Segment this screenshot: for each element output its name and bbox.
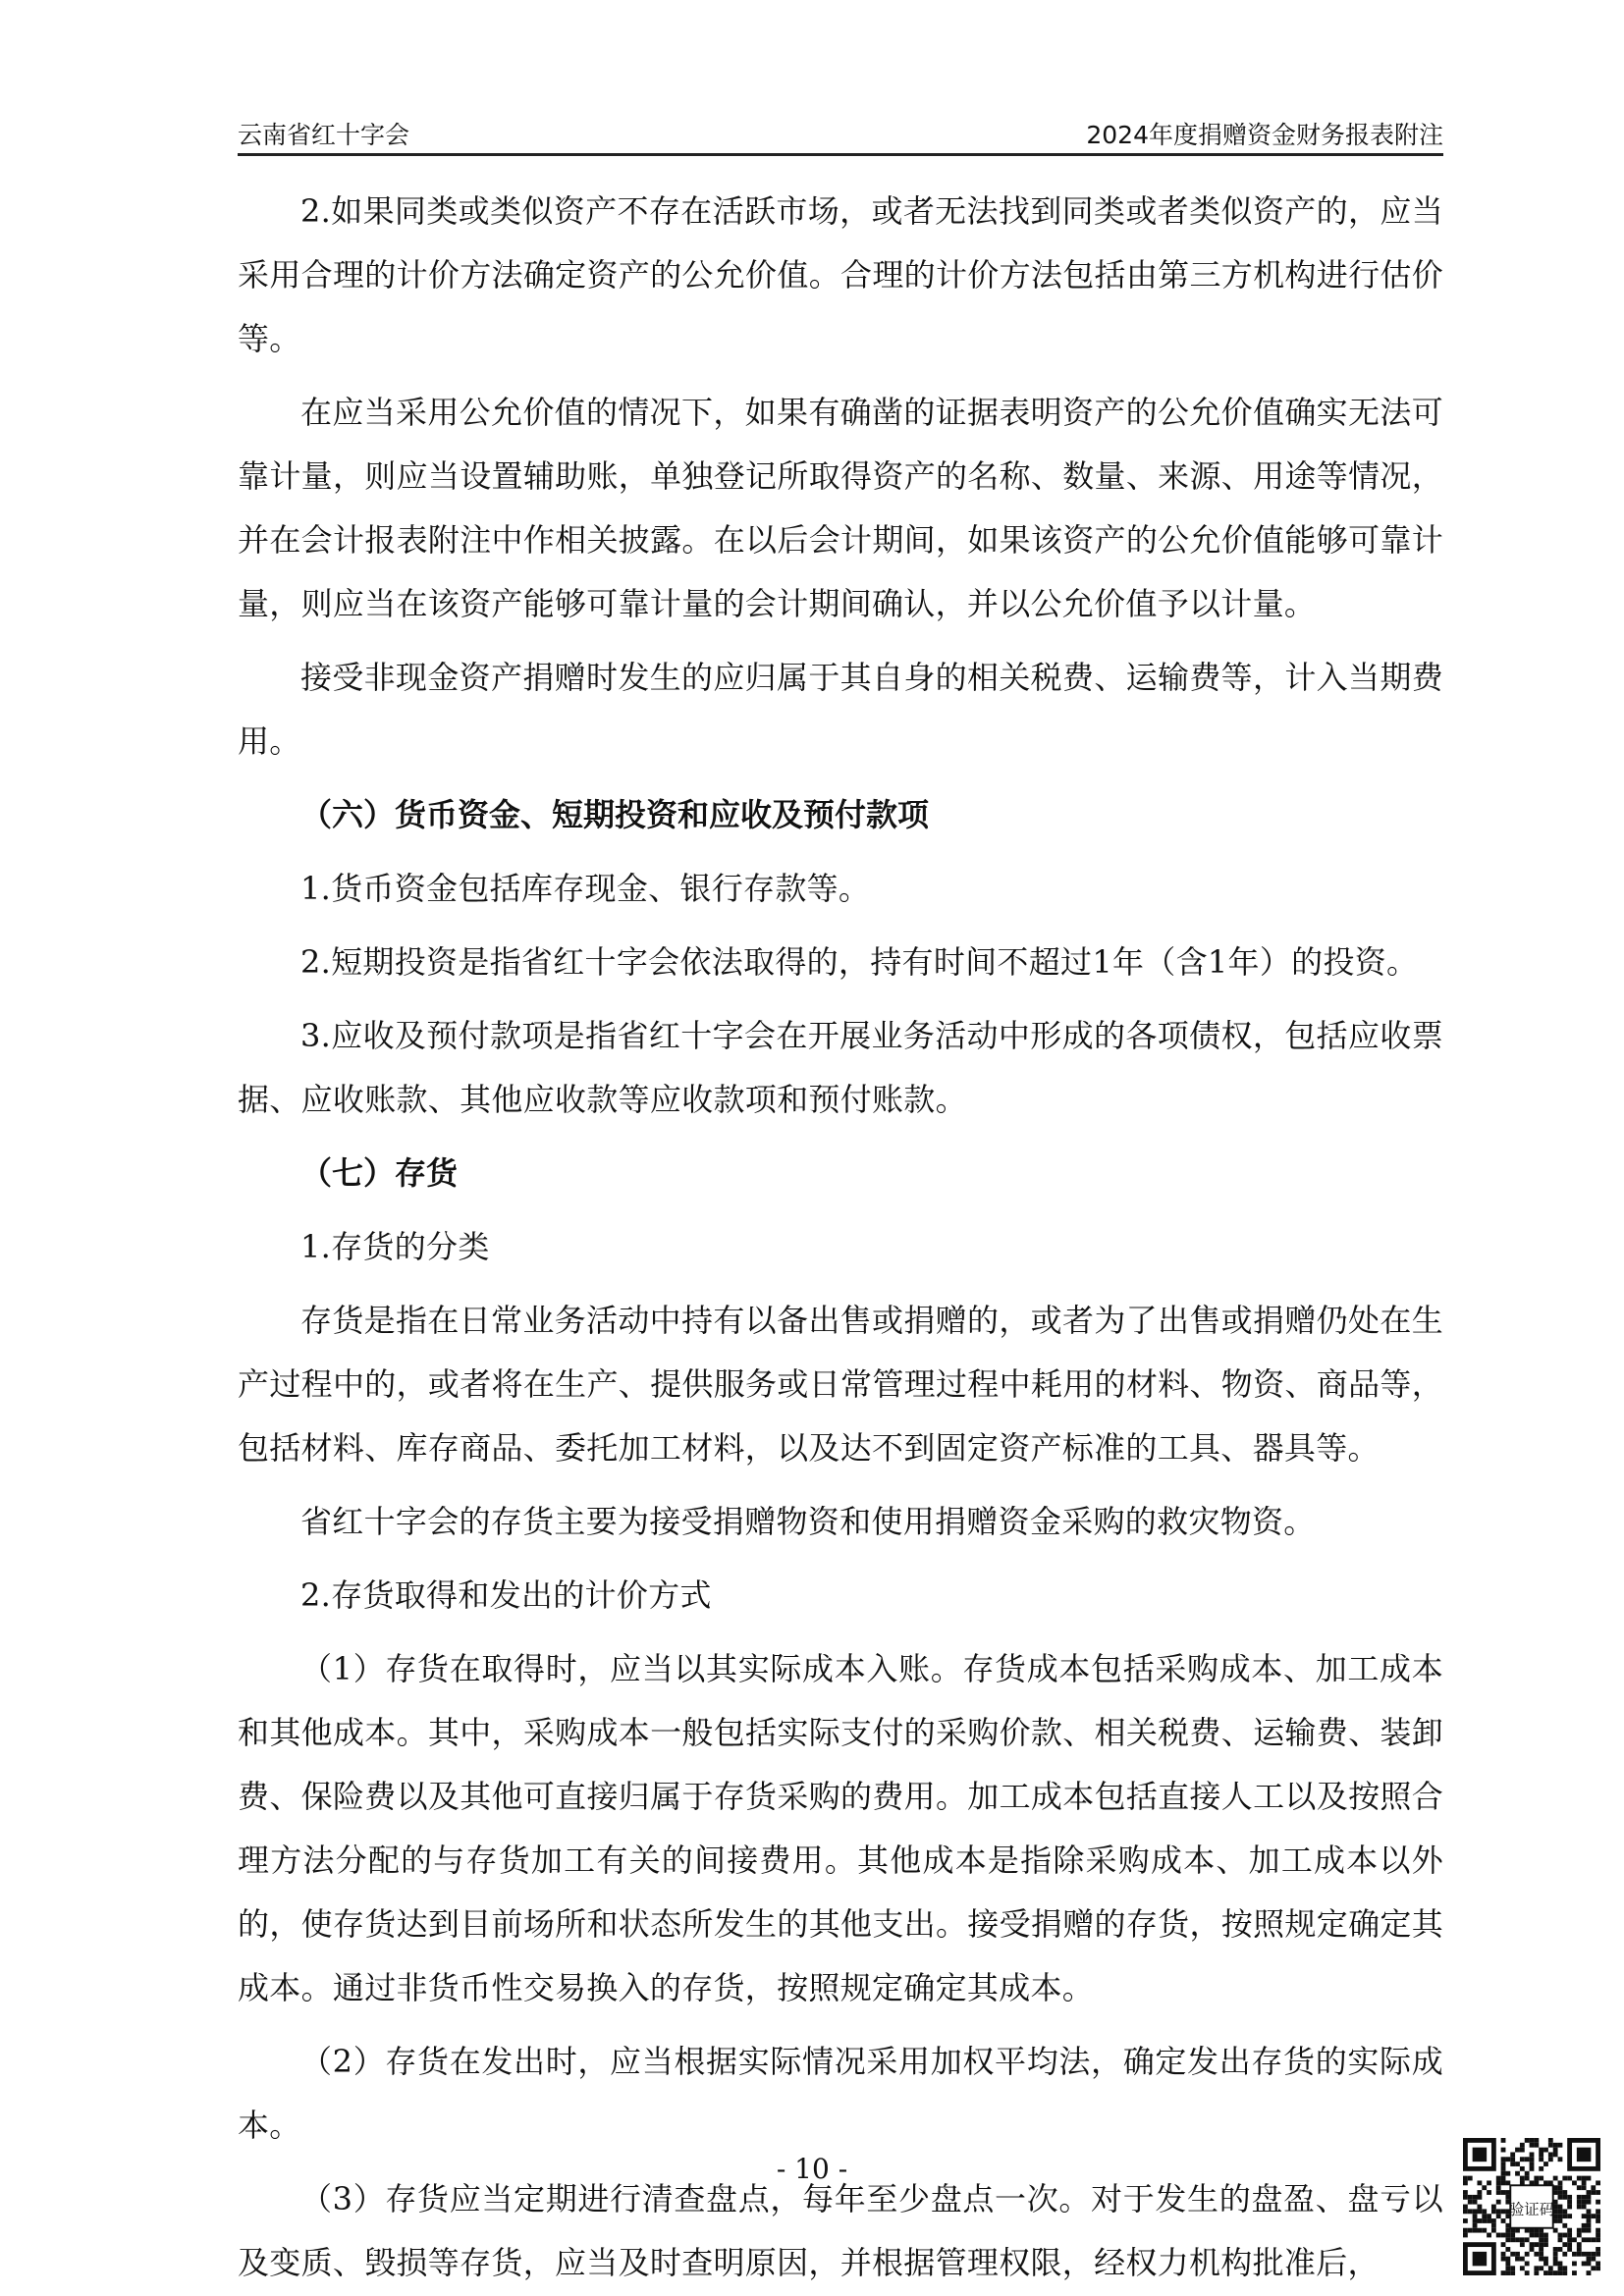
- qr-label: 验证码: [1508, 2201, 1555, 2219]
- page-header: [238, 116, 1443, 156]
- paragraph: 在应当采用公允价值的情况下，如果有确凿的证据表明资产的公允价值确实无法可靠计量，则应当设置辅助账，单独登记所取得资产的名称、数量、来源、用途等情况，并在会计报表附注中作相关披露。在以后会计期间，如果该资产的公允价值能够可靠计量，则应当在该资产能够可靠计量的会计期间确认，并以公允价值予以计量。: [238, 394, 1443, 622]
- paragraph: 接受非现金资产捐赠时发生的应归属于其自身的相关税费、运输费等，计入当期费用。: [238, 659, 1443, 760]
- paragraph: 存货是指在日常业务活动中持有以备出售或捐赠的，或者为了出售或捐赠仍处在生产过程中的，或者将在生产、提供服务或日常管理过程中耗用的材料、物资、商品等，包括材料、库存商品、委托加工材料，以及达不到固定资产标准的工具、器具等。: [238, 1302, 1443, 1467]
- paragraph: 1.货币资金包括库存现金、银行存款等。: [300, 870, 871, 907]
- section-heading-6: （六）货币资金、短期投资和应收及预付款项: [300, 796, 930, 833]
- paragraph: 2.短期投资是指省红十字会依法取得的，持有时间不超过1年（含1年）的投资。: [300, 943, 1419, 981]
- paragraph: （3）存货应当定期进行清查盘点，每年至少盘点一次。对于发生的盘盈、盘亏以及变质、毁损等存货，应当及时查明原因，并根据管理权限，经权力机构批准后，: [238, 2180, 1443, 2281]
- paragraph: 2.存货取得和发出的计价方式: [300, 1576, 712, 1614]
- paragraph: 1.存货的分类: [300, 1228, 490, 1265]
- paragraph: （2）存货在发出时，应当根据实际情况采用加权平均法，确定发出存货的实际成本。: [238, 2043, 1443, 2144]
- document-body: [238, 180, 1443, 2295]
- paragraph: 2.如果同类或类似资产不存在活跃市场，或者无法找到同类或者类似资产的，应当采用合理的计价方法确定资产的公允价值。合理的计价方法包括由第三方机构进行估价等。: [238, 192, 1443, 357]
- verification-qr-code: [1463, 2138, 1600, 2275]
- section-heading-7: （七）存货: [300, 1154, 459, 1192]
- paragraph: （1）存货在取得时，应当以其实际成本入账。存货成本包括采购成本、加工成本和其他成本。其中，采购成本一般包括实际支付的采购价款、相关税费、运输费、装卸费、保险费以及其他可直接归属于存货采购的费用。加工成本包括直接人工以及按照合理方法分配的与存货加工有关的间接费用。其他成本是指除采购成本、加工成本以外的，使存货达到目前场所和状态所发生的其他支出。接受捐赠的存货，按照规定确定其成本。通过非货币性交易换入的存货，按照规定确定其成本。: [238, 1650, 1443, 2006]
- header-organization: 云南省红十字会: [238, 121, 410, 149]
- page-number: - 10 -: [776, 2153, 848, 2185]
- paragraph: 省红十字会的存货主要为接受捐赠物资和使用捐赠资金采购的救灾物资。: [300, 1503, 1316, 1540]
- header-document-title: 2024年度捐赠资金财务报表附注: [1086, 121, 1443, 149]
- paragraph: 3.应收及预付款项是指省红十字会在开展业务活动中形成的各项债权，包括应收票据、应收账款、其他应收款等应收款项和预付账款。: [238, 1017, 1443, 1118]
